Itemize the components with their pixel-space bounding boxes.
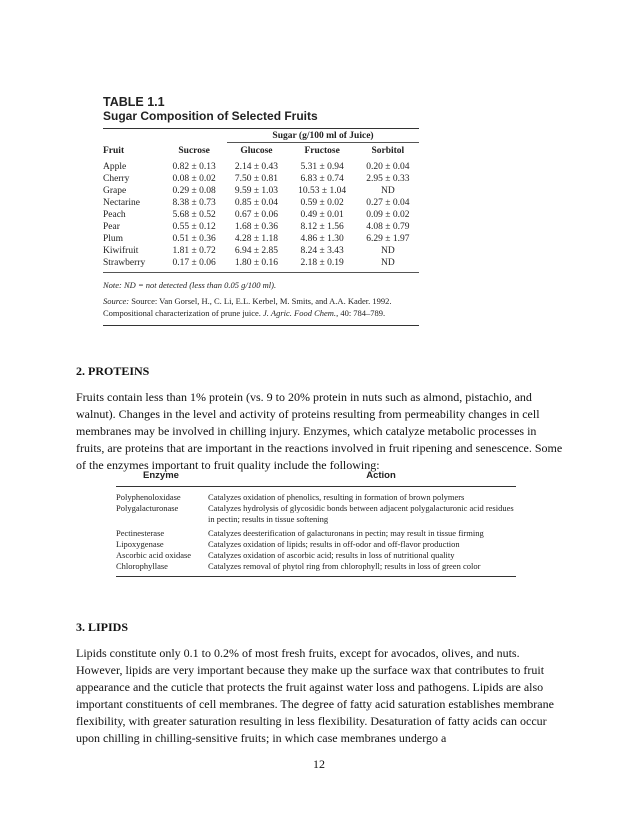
col-header-fruit: Fruit [103, 146, 125, 156]
lipids-paragraph: Lipids constitute only 0.1 to 0.2% of most fresh fruits, except for avocados, olives, and nuts. However, lipids are very important because they make up the surface wax that contributes to fruit appearance and the cuticle that protects the fruit against water loss and pathogens. Lipids are also important constituents of cell membranes. The degree of fatty acid saturation establishes membrane flexibility, with greater saturation resulting in less flexibility. Desaturation of fatty acids can occur upon chilling in chilling-sensitive fruits; in which case membranes undergo a [76, 646, 554, 745]
fructose-cell: 10.53 ± 1.04 [298, 186, 347, 196]
fructose-cell: 5.31 ± 0.94 [300, 162, 344, 172]
table-caption: Sugar Composition of Selected Fruits [103, 109, 318, 123]
sucrose-cell: 0.55 ± 0.12 [172, 222, 216, 232]
sorbitol-cell: ND [380, 258, 395, 268]
fruit-cell: Pear [103, 222, 120, 232]
sugar-group-header [103, 129, 419, 143]
sucrose-cell: 0.17 ± 0.06 [172, 258, 216, 268]
sorbitol-cell: 2.95 ± 0.33 [366, 174, 410, 184]
glucose-cell: 0.67 ± 0.06 [234, 210, 279, 220]
fructose-cell: 8.12 ± 1.56 [300, 222, 344, 232]
enzyme-table-bottom-rule [116, 576, 516, 577]
sorbitol-cell: 6.29 ± 1.97 [366, 234, 410, 244]
table-row [116, 550, 516, 561]
glucose-cell: 4.28 ± 1.18 [234, 234, 279, 244]
fructose-cell: 2.18 ± 0.19 [300, 258, 344, 268]
fruit-cell: Peach [103, 210, 126, 220]
source-journal: J. Agric. Food Chem. [263, 308, 337, 318]
table-note: Note: ND = not detected (less than 0.05 g/100 ml). [103, 280, 277, 290]
action-cell: Catalyzes oxidation of lipids; results in off-odor and off-flavor production [208, 539, 460, 549]
sucrose-cell: 0.29 ± 0.08 [172, 186, 216, 196]
fruit-cell: Cherry [103, 174, 130, 184]
col-header-glucose: Glucose [240, 146, 273, 156]
glucose-cell: 9.59 ± 1.03 [234, 186, 279, 196]
source-text: Source: Van Gorsel, H., C. Li, E.L. Kerbel, M. Smits, and A.A. Kader. 1992. Compositional characterization of prune juice. [103, 296, 392, 318]
sucrose-cell: 8.38 ± 0.73 [172, 198, 216, 208]
table-row [103, 221, 419, 233]
table-end-rule [103, 325, 419, 326]
col-header-sucrose: Sucrose [178, 146, 210, 156]
table-row [103, 245, 419, 257]
table-row [103, 173, 419, 185]
col-header-enzyme: Enzyme [143, 470, 179, 481]
glucose-cell: 6.94 ± 2.85 [234, 246, 279, 256]
table-row [103, 197, 419, 209]
action-cell: Catalyzes oxidation of phenolics, resulting in formation of brown polymers [208, 492, 465, 502]
page-number: 12 [313, 757, 325, 771]
sugar-table [103, 146, 419, 269]
action-cell: Catalyzes deesterification of galacturonans in pectin; may result in tissue firming [208, 528, 484, 538]
table-row [116, 539, 516, 550]
enzyme-cell: Polyphenoloxidase [116, 492, 181, 502]
sorbitol-cell: 4.08 ± 0.79 [366, 222, 410, 232]
action-cell: Catalyzes hydrolysis of glycosidic bonds between adjacent polygalacturonic acid residues in pectin; results in tissue softening [208, 503, 514, 524]
table-row [103, 257, 419, 269]
enzyme-cell: Polygalacturonase [116, 503, 179, 513]
table-row [116, 561, 516, 572]
glucose-cell: 7.50 ± 0.81 [234, 174, 279, 184]
sorbitol-cell: 0.09 ± 0.02 [366, 210, 410, 220]
fructose-cell: 8.24 ± 3.43 [300, 246, 344, 256]
enzyme-cell: Lipoxygenase [116, 539, 164, 549]
sorbitol-cell: ND [380, 186, 395, 196]
table-row [116, 503, 516, 525]
sucrose-cell: 0.08 ± 0.02 [172, 174, 216, 184]
glucose-cell: 2.14 ± 0.43 [234, 162, 279, 172]
table-row [103, 209, 419, 221]
table-label: TABLE 1.1 [103, 95, 165, 109]
table-header-row [103, 146, 419, 161]
sugar-composition-table-block [103, 95, 419, 326]
table-bottom-rule [103, 272, 419, 273]
proteins-heading: 2. PROTEINS [76, 364, 150, 378]
col-header-sorbitol: Sorbitol [371, 146, 405, 156]
action-cell: Catalyzes removal of phytol ring from chlorophyll; results in loss of green color [208, 561, 481, 571]
sorbitol-cell: 0.27 ± 0.04 [366, 198, 410, 208]
table-row [116, 525, 516, 539]
table-row [103, 161, 419, 173]
fructose-cell: 4.86 ± 1.30 [300, 234, 344, 244]
enzyme-cell: Pectinesterase [116, 528, 165, 538]
sucrose-cell: 0.82 ± 0.13 [172, 162, 216, 172]
fruit-cell: Kiwifruit [103, 246, 139, 256]
enzyme-table-block [116, 470, 516, 577]
glucose-cell: 0.85 ± 0.04 [234, 198, 279, 208]
fruit-cell: Plum [103, 234, 124, 244]
sorbitol-cell: ND [380, 246, 395, 256]
action-cell: Catalyzes oxidation of ascorbic acid; results in loss of nutritional quality [208, 550, 455, 560]
group-underline [227, 142, 419, 143]
table-row [103, 185, 419, 197]
glucose-cell: 1.80 ± 0.16 [234, 258, 279, 268]
col-header-fructose: Fructose [304, 146, 340, 156]
sucrose-cell: 0.51 ± 0.36 [172, 234, 216, 244]
fruit-cell: Apple [103, 162, 127, 172]
col-header-action: Action [366, 470, 396, 481]
enzyme-table-header [116, 470, 516, 487]
fruit-cell: Grape [103, 186, 127, 196]
fructose-cell: 0.59 ± 0.02 [300, 198, 344, 208]
enzyme-cell: Chlorophyllase [116, 561, 168, 571]
table-source: Source: Source: Van Gorsel, H., C. Li, E.L. Kerbel, M. Smits, and A.A. Kader. 1992. Compositional characterization of prune juice. J. Agric. Food Chem., 40: 784–789. [103, 296, 392, 318]
sucrose-cell: 5.68 ± 0.52 [172, 210, 216, 220]
fruit-cell: Strawberry [103, 258, 146, 268]
glucose-cell: 1.68 ± 0.36 [234, 222, 279, 232]
enzyme-table [116, 492, 516, 572]
source-suffix: , 40: 784–789. [336, 308, 386, 318]
enzyme-cell: Ascorbic acid oxidase [116, 550, 192, 560]
fructose-cell: 0.49 ± 0.01 [300, 210, 344, 220]
sorbitol-cell: 0.20 ± 0.04 [366, 162, 410, 172]
fructose-cell: 6.83 ± 0.74 [300, 174, 344, 184]
sugar-group-label: Sugar (g/100 ml of Juice) [272, 131, 374, 141]
fruit-cell: Nectarine [103, 198, 140, 208]
proteins-paragraph: Fruits contain less than 1% protein (vs. 9 to 20% protein in nuts such as almond, pistachio, and walnut). Changes in the level and activity of proteins resulting from permeability changes in cell membranes may be involved in chilling injury. Enzymes, which catalyze metabolic processes in fruits, are proteins that are important in the reactions involved in fruit ripening and senescence. Some of the enzymes important to fruit quality include the following: [76, 390, 563, 472]
sucrose-cell: 1.81 ± 0.72 [172, 246, 216, 256]
table-row [116, 492, 516, 503]
table-row [103, 233, 419, 245]
lipids-heading: 3. LIPIDS [76, 620, 129, 634]
